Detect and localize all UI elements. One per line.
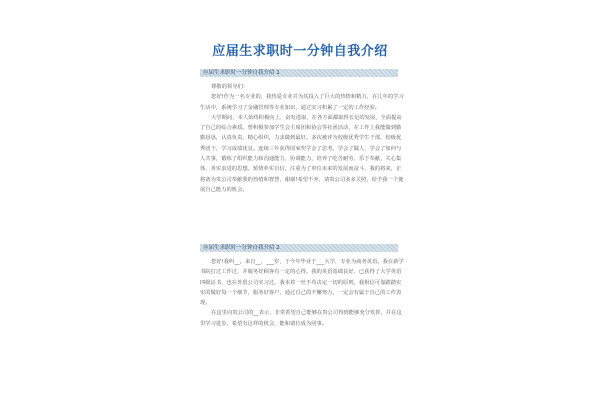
section-2-paragraph: 在这里向贵公司的__表示，非常希望自己能够在贵公司得到能够充分发挥，并在这里学习进步，希望有这样的机会，能和诸位成为同事。	[200, 310, 402, 327]
section-1-paragraph: 尊敬的领导们：	[211, 84, 249, 90]
section-body-2	[200, 257, 405, 329]
section-1-paragraph: 您好!作为一名专业的，我热爱专业并为其投入了巨大的热情和精力，在几年的学习生活中，系统学习了金融管理等专业知识，通过实习积累了一定的工作经验。	[200, 94, 404, 111]
section-heading-1: 应届生求职时一分钟自我介绍 1	[200, 69, 398, 77]
section-heading-2: 应届生求职时一分钟自我介绍 2	[200, 244, 398, 252]
section-1-paragraph: 大学期间，本人始终积极向上、奋发进取，在各方面都取得长足的发展，全面提高了自己的综合素质。曾积极参加学生会主席团和协会等社团活动，在工作上我能做到勤勤恳恳，认真负责，精心组织，力求做到最好。多次被评为校级优秀学生干部，校级优秀团干，学习成绩优良。连续三年获得国家奖学金了思考。学会了做人，学会了如何与人共事，锻炼了组织能力和沟通能力，协调能力，培养了吃苦耐劳、乐于奉献，关心集体，务实求进的思想。矫情朴实自信，注重为了单位未来的发展而奋斗，我的将来，正将备为贵公司奉献我的热情和智慧，谢谢!希望不弃，请贵公司多多关照，给予我一个施展自己能力的机会。	[200, 114, 404, 193]
document-title: 应届生求职时一分钟自我介绍	[212, 44, 388, 59]
section-2-paragraph: 您好!我叫__，来自__，___岁，于今年毕业于___大学，专业为商务英语。我在新学书院打过工作过，并服务好顾客有一定的心得。我的英语基础良好，已获得了大学英语四级证书，也在外贸公司实习过。我本着一丝不苟决定一切的原则，我相信可靠踏踏实实的做好每一个细节，服务好客户，通过自己的不懈努力，一定会有属于自己的工作表现。	[200, 259, 404, 307]
section-body-1	[200, 82, 405, 195]
